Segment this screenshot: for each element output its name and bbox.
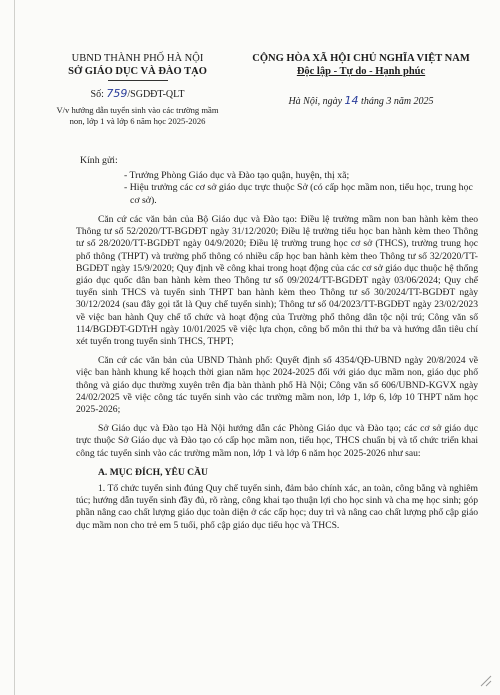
issuer-block [50,52,225,126]
scan-edge-line [14,0,15,695]
document-header [50,52,480,142]
number-suffix: /SGDĐT-QLT [127,89,185,100]
paragraph-guidance-intro: Sở Giáo dục và Đào tạo Hà Nội hướng dẫn các Phòng Giáo dục và Đào tạo; các cơ sở giáo dục trực thuộc Sở Giáo dục và Đào tạo có cấp học mầm non, tiểu học, THCS chuẩn bị và tổ chức triển khai công tác tuyển sinh vào các trường mầm non, lớp 1 và lớp 6 năm học 2025-2026 như sau: [76,423,478,459]
document-number [50,87,225,101]
paragraph-purpose-1: 1. Tổ chức tuyển sinh đúng Quy chế tuyển sinh, đảm bảo chính xác, an toàn, công bằng và nghiêm túc; hướng dẫn tuyển sinh đầy đủ, rõ ràng, công khai tạo thuận lợi cho học sinh và cha mẹ học sinh; góp phần nâng cao chất lượng giáo dục toàn diện ở các cấp học; duy trì và nâng cao chất lượng phổ cập giáo dục mầm non cho trẻ em 5 tuổi, phổ cập giáo dục tiểu học và THCS. [76,483,478,531]
national-block [236,52,486,108]
paragraph-moet-basis: Căn cứ các văn bản của Bộ Giáo dục và Đào tạo: Điều lệ trường mầm non ban hành kèm theo Thông tư số 52/2020/TT-BGDĐT ngày 31/12/2020; Điều lệ trường tiểu học ban hành kèm theo Thông tư số 28/2020/TT-BGDĐT ngày 04/9/2020; Điều lệ trường trung học cơ sở (THCS), trường trung học phổ thông (THPT) và trường phổ thông có nhiều cấp học ban hành kèm theo Thông tư số 32/2020/TT-BGDĐT ngày 15/9/2020; Quy định về công khai trong hoạt động của các cơ sở giáo dục thuộc hệ thống giáo dục quốc dân ban hành kèm theo Thông tư số 09/2024/TT-BGDĐT ngày 03/06/2024; Quy chế tuyển sinh THCS và tuyển sinh THPT ban hành kèm theo Thông tư số 30/2024/TT-BGDĐT ngày 30/12/2024 (sau đây gọi tắt là Quy chế tuyển sinh); Thông tư số 04/2023/TT-BGDĐT ngày 23/02/2023 về việc ban hành Quy chế tổ chức và hoạt động của Trường phổ thông dân tộc nội trú; Công văn số 114/BGDĐT-GDTrH ngày 10/01/2025 về việc lựa chọn, công bố môn thi thứ ba và hướng dẫn tiêu chí xét tuyển trong tuyển sinh THCS, THPT; [76,214,478,348]
document-subject: V/v hướng dẫn tuyển sinh vào các trường mầm non, lớp 1 và lớp 6 năm học 2025-2026 [56,105,219,126]
paragraph-city-basis: Căn cứ các văn bản của UBND Thành phố: Quyết định số 4354/QĐ-UBND ngày 20/8/2024 về việc ban hành khung kế hoạch thời gian năm học 2024-2025 đối với giáo dục mầm non, giáo dục phổ thông và giáo dục thường xuyên trên địa bàn thành phố Hà Nội; Công văn số 606/UBND-KGVX ngày 24/02/2025 về việc công tác tuyển sinh vào các trường mầm non, lớp 1, lớp 6, lớp 10 THPT năm học 2025-2026; [76,355,478,416]
recipient-item: - Trưởng Phòng Giáo dục và Đào tạo quận, huyện, thị xã; [124,169,350,181]
number-handwritten: 759 [106,87,128,100]
number-prefix: Số: [90,89,104,100]
nation-title: CỘNG HÒA XÃ HỘI CHỦ NGHĨA VIỆT NAM [252,53,470,64]
issuer-org: UBND THÀNH PHỐ HÀ NỘI [71,53,204,64]
national-motto: Độc lập - Tự do - Hạnh phúc [296,66,426,77]
date-handwritten: 14 [344,94,359,107]
resize-corner-icon [478,673,492,687]
issuer-underline [108,80,168,81]
date-suffix: tháng 3 năm 2025 [361,96,434,107]
date-prefix: Hà Nội, ngày [288,96,343,107]
recipients-label: Kính gửi: [80,155,118,166]
issuer-dept: SỞ GIÁO DỤC VÀ ĐÀO TẠO [68,66,207,77]
document-date [236,94,486,108]
document-body [76,214,478,539]
recipient-item: - Hiệu trưởng các cơ sở giáo dục trực thuộc Sở (có cấp học mầm non, tiểu học, trung học cơ sở). [124,182,473,206]
section-heading-a: A. MỤC ĐÍCH, YÊU CẦU [98,466,208,478]
recipients-block [80,155,474,207]
